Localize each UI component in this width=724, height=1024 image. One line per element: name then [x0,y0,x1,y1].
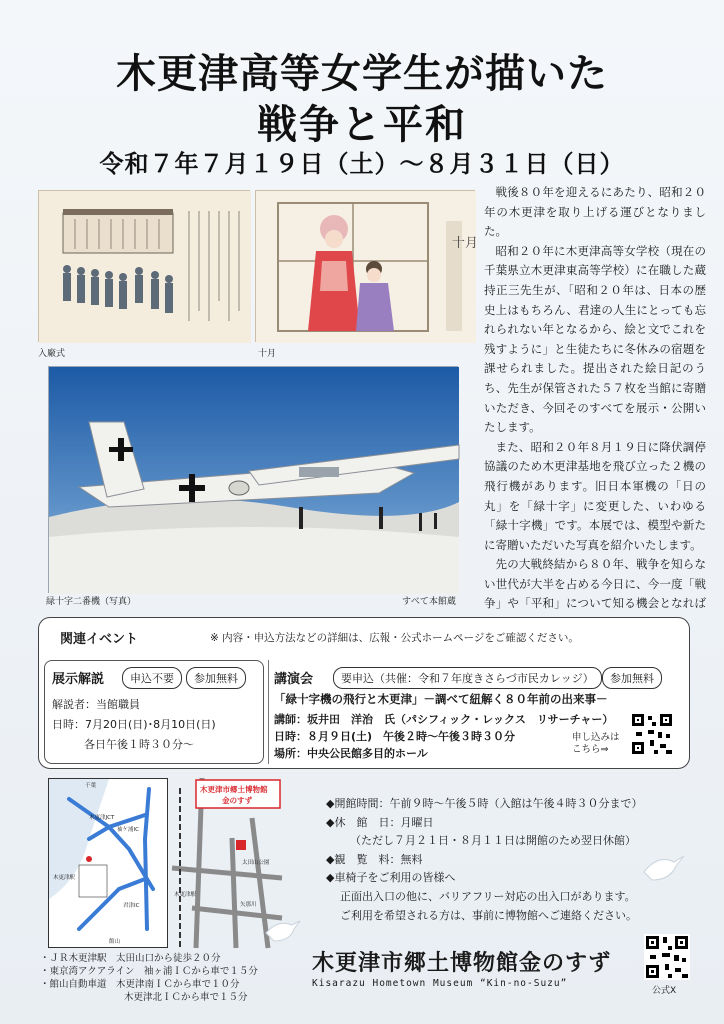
lecture-apply-line-2: こちら⇒ [572,744,609,755]
intro-paragraph-3: また、昭和２０年８月１９日に降伏調停協議のため木更津基地を飛び立った２機の飛行機があります。旧日本軍機の「日の丸」を「緑十字」に変更した、いわゆる「緑十字機」です。本展では、模型や新たに寄贈いただいた写真を紹介いたします。 [484,439,706,552]
title-line-2: 戦争と平和 [257,102,467,148]
regional-label-tateyama: 館山 [109,939,121,945]
access-train: ・ＪＲ木更津駅 太田山口から徒歩２０分 [40,953,221,964]
photo-green-cross-plane [48,366,458,593]
access-tateyama-south: ・館山自動車道 木更津南ＩＣから車で１０分 [40,979,240,990]
caption-october: 十月 [258,349,277,359]
lecture-place: 場所：中央公民館多目的ホール [274,747,428,760]
wheelchair-line-2: ご利用を希望される方は、事前に博物館へご連絡ください。 [340,908,637,922]
local-label-river: 矢那川 [240,902,257,908]
lecture-apply-line-1: 申し込みは [572,732,620,743]
painting-october-text: 十月 [452,236,479,251]
lecture-qr-code[interactable] [630,712,674,756]
local-map-museum-label-2: 金のすず [222,796,253,805]
dove-icon [640,850,686,884]
lecture-tag-free: 参加無料 [602,667,662,689]
admission-fee: ◆観 覧 料：無料 [326,852,423,866]
closed-days-note: （ただし７月２１日・８月１１日は開館のため翌日休館） [350,834,636,848]
opening-hours: ◆開館時間：午前９時～午後５時（入館は午後４時３０分まで） [326,797,643,810]
lecture-apply-text [572,732,620,756]
exhibit-presenter: 解説者：当館職員 [52,698,140,711]
intro-paragraph-4: 先の大戦終結から８０年、戦争を知らない世代が大半を占める今日に、今一度「戦争」や「平和」について知る機会となれば [484,557,706,611]
local-map-museum-label-1: 木更津市郷土博物館 [200,785,268,794]
lecture-datetime: 日時：８月９日(土) 午後２時～午後３時３０分 [274,730,516,743]
local-label-station: 木更津駅 [174,892,197,898]
regional-label-chiba: 千葉 [85,783,97,789]
lecture-title: 講演会 [274,672,314,687]
painting-ceremony [38,190,250,342]
local-label-park: 太田山公園 [242,860,270,866]
regional-label-kimitsu: 君津IC [123,903,140,909]
caption-plane: 緑十字二番機（写真） [46,597,137,607]
official-x-label: 公式X [652,986,677,996]
painting-october [255,190,479,342]
regional-label-station: 木更津駅 [53,875,76,881]
access-info [40,952,258,1004]
regional-label-jct: 木更津JCT [89,815,115,821]
dove-icon [262,915,302,945]
lecture-speaker: 講師：坂井田 洋治 氏（パシフィック・レックス リサーチャー） [274,713,614,726]
lecture-subtitle: 「緑十字機の飛行と木更津」－調べて紐解く８０年前の出来事－ [274,692,608,706]
caption-collection: すべて本館蔵 [402,597,456,607]
caption-ceremony: 入廠式 [38,349,66,359]
exhibit-talk-title: 展示解説 [52,672,105,687]
museum-name-en: Kisarazu Hometown Museum “Kin-no-Suzu” [312,978,568,989]
related-events-header: 関連イベント [60,632,139,647]
closed-days: ◆休 館 日：月曜日 [326,815,434,829]
access-tateyama-north: 木更津北ＩＣから車で１５分 [124,992,248,1003]
wheelchair-line-1: 正面出入口の他に、バリアフリー対応の出入口があります。 [340,889,636,903]
wheelchair-heading: ◆車椅子をご利用の皆様へ [326,871,456,885]
exhibit-time: 各日午後１時３０分～ [84,738,194,751]
exhibition-dates: 令和７年７月１９日（土）～８月３１日（日） [99,150,625,178]
intro-paragraph-2: 昭和２０年に木更津高等女学校（現在の千葉県立木更津東高等学校）に在職した蔵持正三先生が、「昭和２０年は、日本の歴史上はもちろん、君達の人生にとっても忘れられない年となるから、絵と文でこれを残すように」と生徒たちに冬休みの宿題を課せられました。提出された絵日記のうち、先生が保管された５７枚を当館に寄贈いただき、今回そのすべてを展示・公開いたします。 [484,243,706,435]
exhibit-tag-free: 参加無料 [186,667,246,689]
intro-paragraph-1: 戦後８０年を迎えるにあたり、昭和２０年の木更津を取り上げる運びとなりました。 [484,185,706,239]
related-events-note: ※ 内容・申込方法などの詳細は、広報・公式ホームページをご確認ください。 [210,632,579,644]
visitor-info [326,795,642,925]
official-x-qr-code[interactable] [644,934,690,980]
regional-label-sodegaura: 袖ケ浦IC [117,827,139,833]
museum-name-jp: 木更津市郷土博物館金のすず [312,951,612,976]
access-aqualine: ・東京湾アクアライン 袖ヶ浦ＩＣから車で１５分 [40,966,258,977]
title-line-1: 木更津高等女学生が描いた [116,51,608,97]
regional-map [48,778,168,948]
intro-text [484,183,706,634]
exhibit-dates: 日時：7月20日(日)･8月10日(日) [52,718,216,731]
lecture-tag-application: 要申込（共催：令和７年度きさらづ市民カレッジ） [333,667,602,689]
exhibit-tag-no-application: 申込不要 [122,667,182,689]
